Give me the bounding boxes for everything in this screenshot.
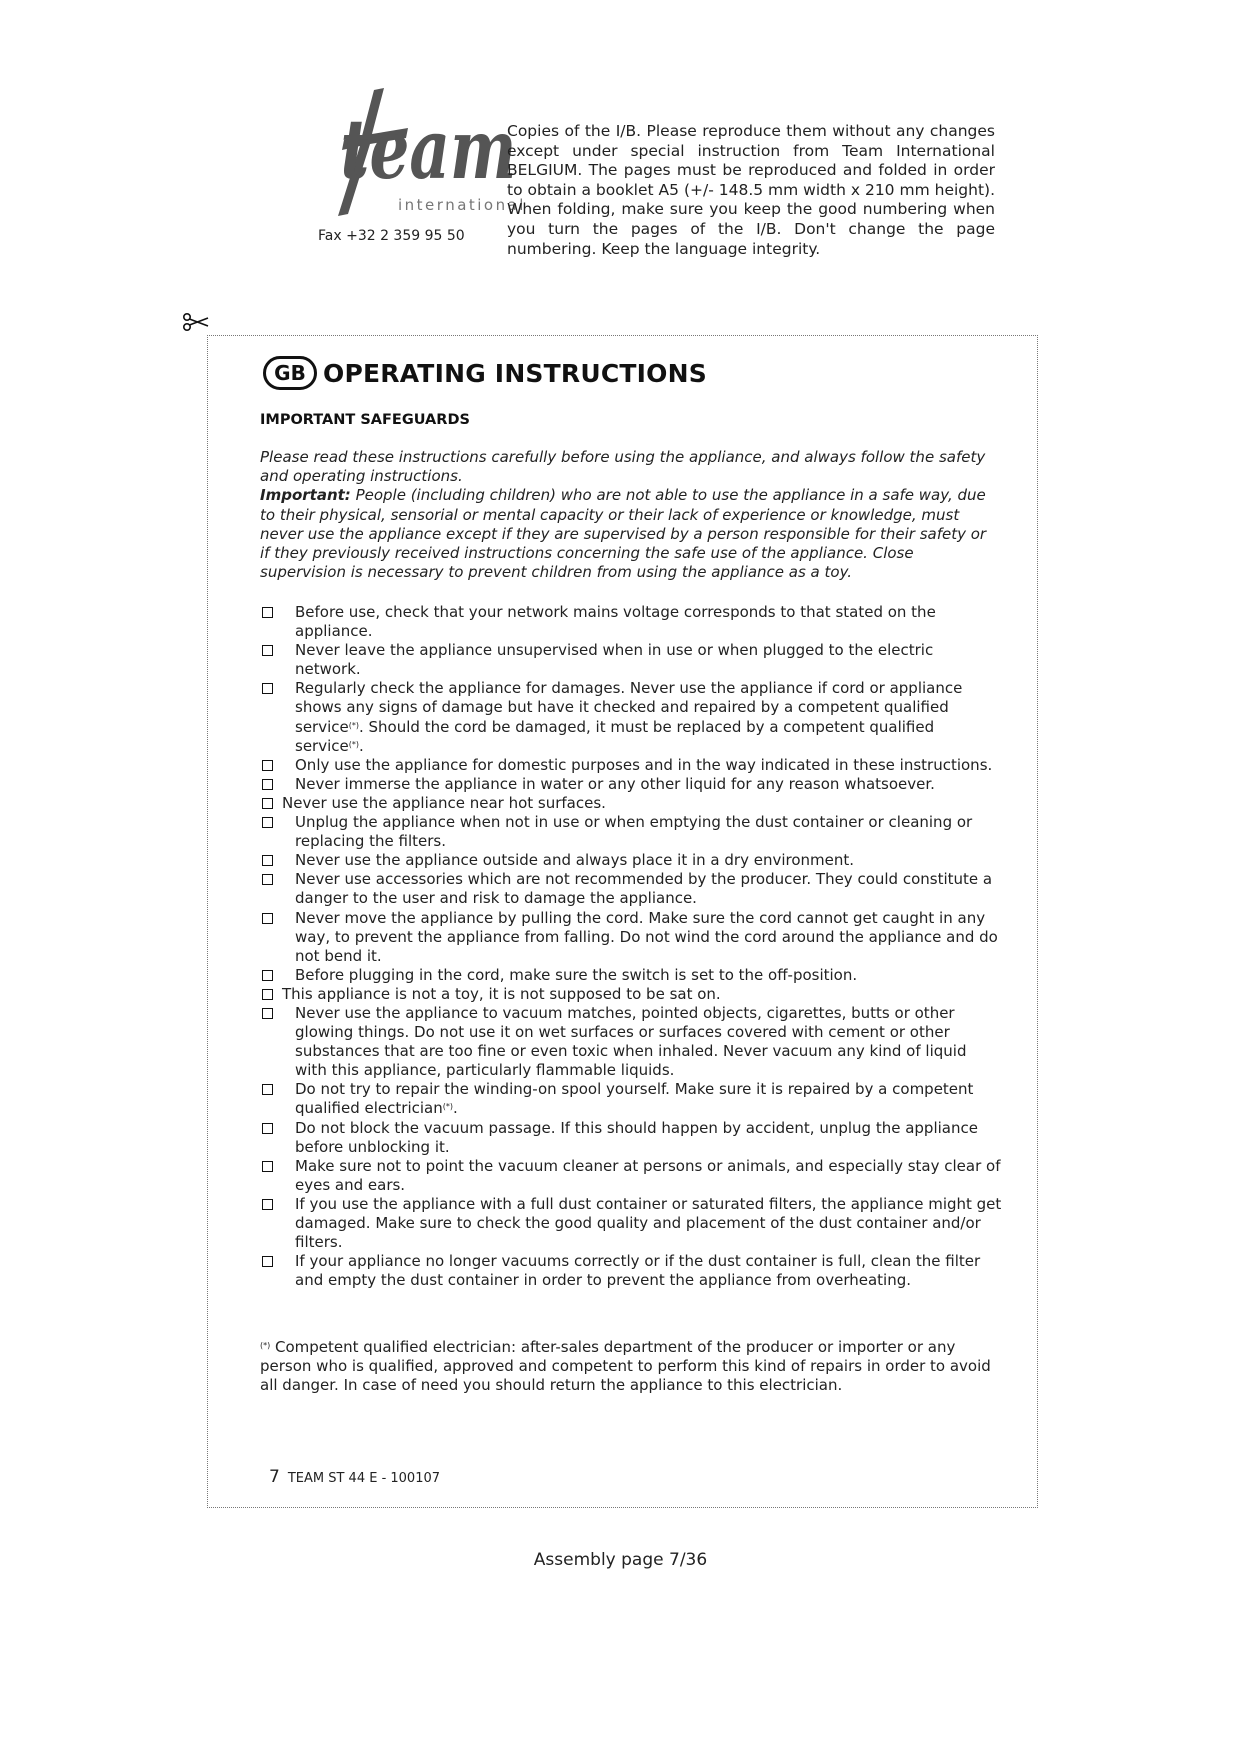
- list-item: Never immerse the appliance in water or any other liquid for any reason whatsoever.: [260, 775, 1002, 794]
- list-item: Before use, check that your network mains voltage corresponds to that stated on the appliance.: [260, 603, 1002, 641]
- list-item: Never use the appliance near hot surfaces.: [260, 794, 1002, 813]
- scissors-icon: [182, 312, 210, 334]
- checkbox-bullet-icon: [262, 1084, 273, 1095]
- footnote-marker: (*): [260, 1341, 271, 1350]
- checkbox-bullet-icon: [262, 989, 273, 1000]
- checkbox-bullet-icon: [262, 913, 273, 924]
- checkbox-bullet-icon: [262, 855, 273, 866]
- checkbox-bullet-icon: [262, 1008, 273, 1019]
- reproduction-note: Copies of the I/B. Please reproduce them without any changes except under special instruction from Team International BELGIUM. The pages must be reproduced and folded in order to obtain a booklet A5 (+/- 148.5 mm width x 210 mm height). When folding, make sure you keep the good numbering when you turn the pages of the I/B. Don't change the page numbering. Keep the language integrity.: [507, 122, 995, 258]
- important-label: Important:: [260, 486, 351, 505]
- checkbox-bullet-icon: [262, 607, 273, 618]
- checkbox-bullet-icon: [262, 1161, 273, 1172]
- list-item: Make sure not to point the vacuum cleaner at persons or animals, and especially stay clear of eyes and ears.: [260, 1157, 1002, 1195]
- list-item: Only use the appliance for domestic purposes and in the way indicated in these instructions.: [260, 756, 1002, 775]
- checkbox-bullet-icon: [262, 798, 273, 809]
- checkbox-bullet-icon: [262, 760, 273, 771]
- safeguards-list: [260, 603, 1002, 1290]
- list-item: Unplug the appliance when not in use or when emptying the dust container or cleaning or replacing the filters.: [260, 813, 1002, 851]
- list-item: Never use accessories which are not recommended by the producer. They could constitute a danger to the user and risk to damage the appliance.: [260, 870, 1002, 908]
- checkbox-bullet-icon: [262, 970, 273, 981]
- list-item: Never use the appliance to vacuum matches, pointed objects, cigarettes, butts or other glowing things. Do not use it on wet surfaces or surfaces covered with cement or other substances that are too fine or even toxic when inhaled. Never vacuum any kind of liquid with this appliance, particularly flammable liquids.: [260, 1004, 1002, 1080]
- language-badge: GB: [263, 356, 317, 390]
- intro-text: [260, 448, 998, 582]
- page-footer: [269, 1467, 440, 1487]
- list-item: Never leave the appliance unsupervised when in use or when plugged to the electric network.: [260, 641, 1002, 679]
- checkbox-bullet-icon: [262, 817, 273, 828]
- team-international-logo: [312, 88, 526, 223]
- section-heading: IMPORTANT SAFEGUARDS: [260, 412, 470, 428]
- page-code: TEAM ST 44 E - 100107: [287, 1471, 441, 1486]
- list-item: This appliance is not a toy, it is not supposed to be sat on.: [260, 985, 1002, 1004]
- checkbox-bullet-icon: [262, 874, 273, 885]
- checkbox-bullet-icon: [262, 645, 273, 656]
- footnote: [260, 1338, 998, 1395]
- logo-subtitle: international: [398, 196, 526, 214]
- important-paragraph: [260, 486, 998, 582]
- footnote-text: Competent qualified electrician: after-sales department of the producer or importer or any person who is qualified, approved and competent to perform this kind of repairs in order to avoid all danger. In case of need you should return the appliance to this electrician.: [260, 1338, 991, 1395]
- checkbox-bullet-icon: [262, 1199, 273, 1210]
- logo-word: team: [340, 101, 517, 199]
- checkbox-bullet-icon: [262, 1123, 273, 1134]
- list-item: Do not try to repair the winding-on spool yourself. Make sure it is repaired by a competent qualified electrician(*).: [260, 1080, 1002, 1118]
- title-text: OPERATING INSTRUCTIONS: [323, 358, 707, 388]
- intro-paragraph: Please read these instructions carefully before using the appliance, and always follow the safety and operating instructions.: [260, 448, 986, 486]
- checkbox-bullet-icon: [262, 779, 273, 790]
- list-item: If you use the appliance with a full dust container or saturated filters, the appliance might get damaged. Make sure to check the good quality and placement of the dust container and/or filters.: [260, 1195, 1002, 1252]
- list-item: Do not block the vacuum passage. If this should happen by accident, unplug the appliance before unblocking it.: [260, 1119, 1002, 1157]
- fax-number: Fax +32 2 359 95 50: [318, 228, 465, 244]
- list-item: Regularly check the appliance for damages. Never use the appliance if cord or appliance shows any signs of damage but have it checked and repaired by a competent qualified service(*). Should the cord be damaged, it must be replaced by a competent qualified service(*).: [260, 679, 1002, 755]
- list-item: Never use the appliance outside and always place it in a dry environment.: [260, 851, 1002, 870]
- checkbox-bullet-icon: [262, 683, 273, 694]
- checkbox-bullet-icon: [262, 1256, 273, 1267]
- important-text: People (including children) who are not able to use the appliance in a safe way, due to their physical, sensorial or mental capacity or their lack of experience or knowledge, must never use the appliance except if they are supervised by a person responsible for their safety or if they previously received instructions concerning the safe use of the appliance. Close supervision is necessary to prevent children from using the appliance as a toy.: [260, 486, 987, 582]
- list-item: Never move the appliance by pulling the cord. Make sure the cord cannot get caught in any way, to prevent the appliance from falling. Do not wind the cord around the appliance and do not bend it.: [260, 909, 1002, 966]
- list-item: If your appliance no longer vacuums correctly or if the dust container is full, clean the filter and empty the dust container in order to prevent the appliance from overheating.: [260, 1252, 1002, 1290]
- page-number: 7: [269, 1467, 280, 1487]
- page-title: [263, 356, 707, 390]
- list-item: Before plugging in the cord, make sure the switch is set to the off-position.: [260, 966, 1002, 985]
- assembly-page-label: Assembly page 7/36: [533, 1550, 708, 1570]
